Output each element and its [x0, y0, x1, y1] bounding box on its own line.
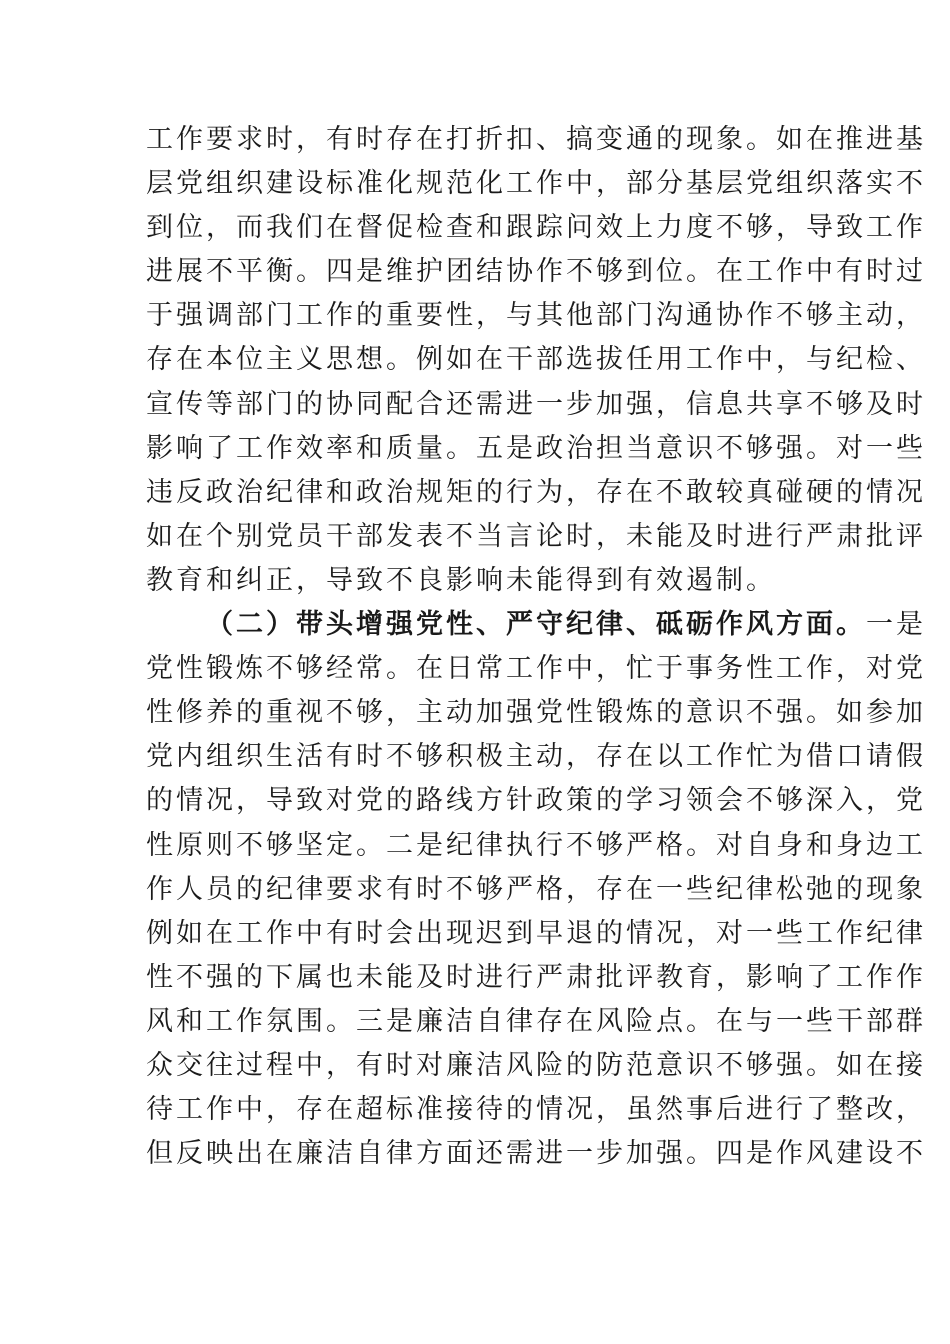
paragraph-line: 党性锻炼不够经常。在日常工作中，忙于事务性工作，对党 — [146, 653, 926, 685]
body-text — [146, 118, 926, 1176]
paragraph-line: 性不强的下属也未能及时进行严肃批评教育，影响了工作作 — [146, 961, 926, 993]
paragraph-line: 性原则不够坚定。二是纪律执行不够严格。对自身和身边工 — [146, 829, 926, 861]
paragraph-line: 教育和纠正，导致不良影响未能得到有效遏制。 — [146, 564, 776, 596]
paragraph-line: 宣传等部门的协同配合还需进一步加强，信息共享不够及时 — [146, 388, 926, 420]
paragraph-line: 但反映出在廉洁自律方面还需进一步加强。四是作风建设不 — [146, 1138, 926, 1170]
paragraph-line: 于强调部门工作的重要性，与其他部门沟通协作不够主动， — [146, 300, 926, 332]
paragraph-line: 众交往过程中，有时对廉洁风险的防范意识不够强。如在接 — [146, 1049, 926, 1081]
paragraph-line: 层党组织建设标准化规范化工作中，部分基层党组织落实不 — [146, 168, 926, 200]
section-heading-line — [146, 603, 926, 647]
paragraph-line: 影响了工作效率和质量。五是政治担当意识不够强。对一些 — [146, 432, 926, 464]
paragraph-line: 如在个别党员干部发表不当言论时，未能及时进行严肃批评 — [146, 520, 926, 552]
paragraph-line: 违反政治纪律和政治规矩的行为，存在不敢较真碰硬的情况 — [146, 476, 926, 508]
paragraph-line: 性修养的重视不够，主动加强党性锻炼的意识不强。如参加 — [146, 697, 926, 729]
paragraph-line: 作人员的纪律要求有时不够严格，存在一些纪律松弛的现象 — [146, 873, 926, 905]
paragraph-line: 风和工作氛围。三是廉洁自律存在风险点。在与一些干部群 — [146, 1005, 926, 1037]
section-heading-continuation: 一是 — [866, 609, 926, 641]
paragraph-line: 的情况，导致对党的路线方针政策的学习领会不够深入，党 — [146, 785, 926, 817]
paragraph-line: 党内组织生活有时不够积极主动，存在以工作忙为借口请假 — [146, 741, 926, 773]
paragraph-line: 例如在工作中有时会出现迟到早退的情况，对一些工作纪律 — [146, 917, 926, 949]
section-heading: （二）带头增强党性、严守纪律、砥砺作风方面。 — [206, 609, 866, 641]
paragraph-line: 存在本位主义思想。例如在干部选拔任用工作中，与纪检、 — [146, 344, 926, 376]
paragraph-line: 到位，而我们在督促检查和跟踪问效上力度不够，导致工作 — [146, 212, 926, 244]
paragraph-line: 待工作中，存在超标准接待的情况，虽然事后进行了整改， — [146, 1094, 926, 1126]
paragraph-line: 工作要求时，有时存在打折扣、搞变通的现象。如在推进基 — [146, 124, 926, 155]
paragraph-line: 进展不平衡。四是维护团结协作不够到位。在工作中有时过 — [146, 256, 926, 288]
